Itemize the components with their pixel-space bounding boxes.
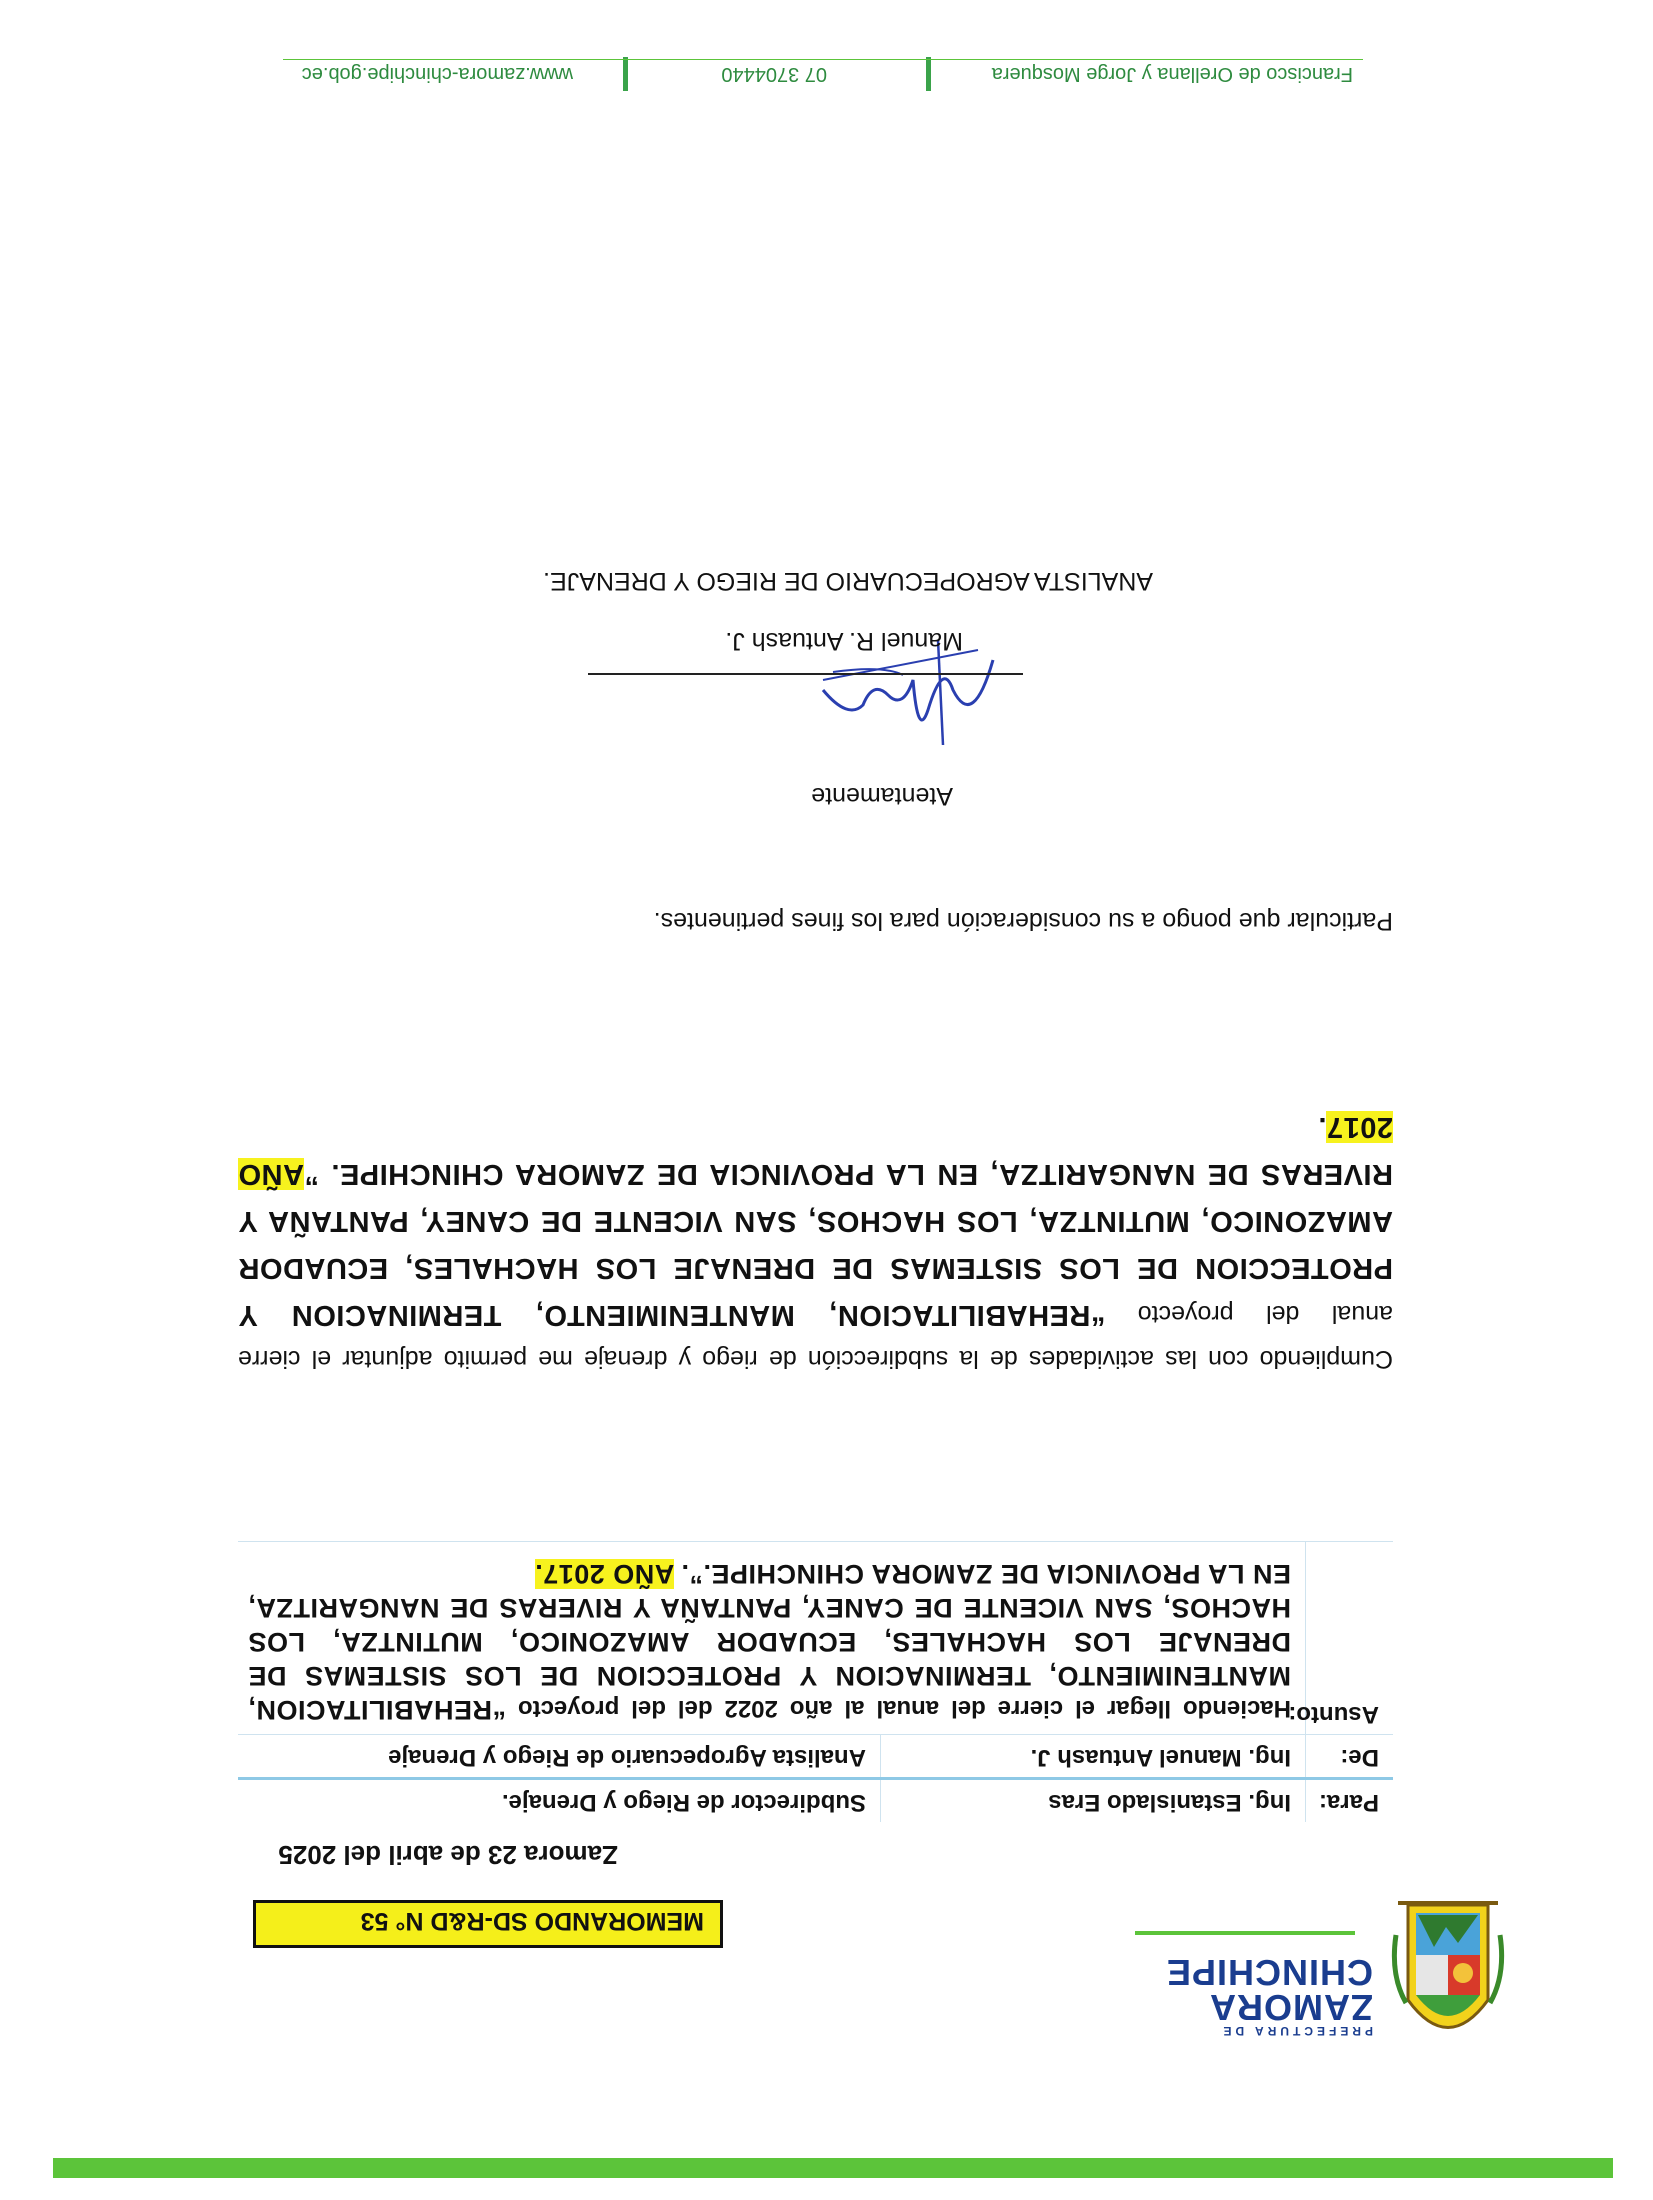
memo-date: Zamora 23 de abril del 2025 bbox=[278, 1840, 618, 1870]
footer-website[interactable]: www.zamora-chinchipe.gob.ec bbox=[301, 63, 573, 85]
memo-header-table bbox=[238, 1541, 1393, 1822]
footer-address: Francisco de Orellana y Jorge Mosquera bbox=[991, 63, 1353, 85]
footer-separator bbox=[926, 57, 931, 91]
para-name: Ing. Estanislado Eras bbox=[880, 1780, 1305, 1822]
prefecture-coat-of-arms-logo bbox=[1388, 1895, 1508, 2055]
signer-name: Manuel R. Antuash J. bbox=[725, 627, 963, 655]
asunto-text bbox=[238, 1542, 1305, 1734]
table-row-asunto bbox=[238, 1541, 1393, 1734]
de-role: Analista Agropecuario de Riego y Drenaje bbox=[388, 1744, 866, 1771]
brand-underline bbox=[1135, 1931, 1355, 1935]
asunto-lead: Haciendo llegar el cierre del anual al año 2022 del del proyecto bbox=[517, 1695, 1291, 1722]
para1-end: . bbox=[1317, 1111, 1327, 1143]
header-green-bar bbox=[53, 2158, 1613, 2178]
body-paragraph-2: Particular que pongo a su consideración para los fines pertinentes. bbox=[653, 907, 1393, 935]
asunto-year-highlight: AÑO 2017. bbox=[534, 1559, 675, 1589]
brand-line1: PREFECTURA DE bbox=[1219, 2024, 1373, 2038]
memo-number-box: MEMORANDO SD-R&D N° 53 bbox=[253, 1900, 723, 1948]
footer-underline bbox=[283, 59, 1363, 60]
brand-line3: CHINCHIPE bbox=[1165, 1952, 1373, 1993]
signer-role: ANALISTA AGROPECUARIO DE RIEGO Y DRENAJE. bbox=[543, 567, 1153, 595]
para-role: Subdirector de Riego y Drenaje. bbox=[501, 1789, 866, 1816]
footer-phone: 07 3704440 bbox=[721, 63, 827, 85]
brand-name bbox=[1143, 1954, 1373, 2038]
para-label: Para: bbox=[1305, 1780, 1393, 1822]
asunto-project-title: “REHABILITACION, MANTENIMIENTO, TERMINACION Y PROTECCION DE LOS SISTEMAS DE DRENAJE LOS HACHALES, ECUADOR AMAZONICO, MUTINTZA, LOS HACHOS, SAN VICENTE DE CANEY, PANTAÑA Y RIVERAS DE NANGARITZA, EN LA PROVINCIA DE ZAMORA CHINCHIPE.”. bbox=[248, 1559, 1291, 1725]
table-row-para bbox=[238, 1777, 1393, 1822]
para1-lead: Cumpliendo con las actividades de la subdirección de riego y drenaje me permito adjuntar el cierre anual del proyecto bbox=[238, 1300, 1393, 1373]
signature-line bbox=[588, 673, 1023, 675]
para1-project-title: “REHABILITACION, MANTENIMIENTO, TERMINACION Y PROTECCION DE LOS SISTEMAS DE DRENAJE LOS HACHALES, ECUADOR AMAZONICO, MUTINTZA, LOS HACHOS, SAN VICENTE DE CANEY, PANTAÑA Y RIVERAS DE NANGARITZA, EN LA PROVINCIA DE ZAMORA CHINCHIPE. ” bbox=[237, 1158, 1393, 1331]
de-name: Ing. Manuel Antuash J. bbox=[880, 1735, 1305, 1777]
brand-line2: ZAMORA bbox=[1209, 1987, 1373, 2028]
asunto-label: Asunto: bbox=[1305, 1542, 1393, 1734]
closing-regards: Atentamente bbox=[811, 782, 953, 810]
de-label: De: bbox=[1305, 1735, 1393, 1777]
footer-separator bbox=[623, 57, 628, 91]
table-row-de bbox=[238, 1734, 1393, 1777]
body-paragraph-1 bbox=[238, 1103, 1393, 1380]
para1-year-highlight: AÑO 2017 bbox=[238, 1111, 1393, 1190]
